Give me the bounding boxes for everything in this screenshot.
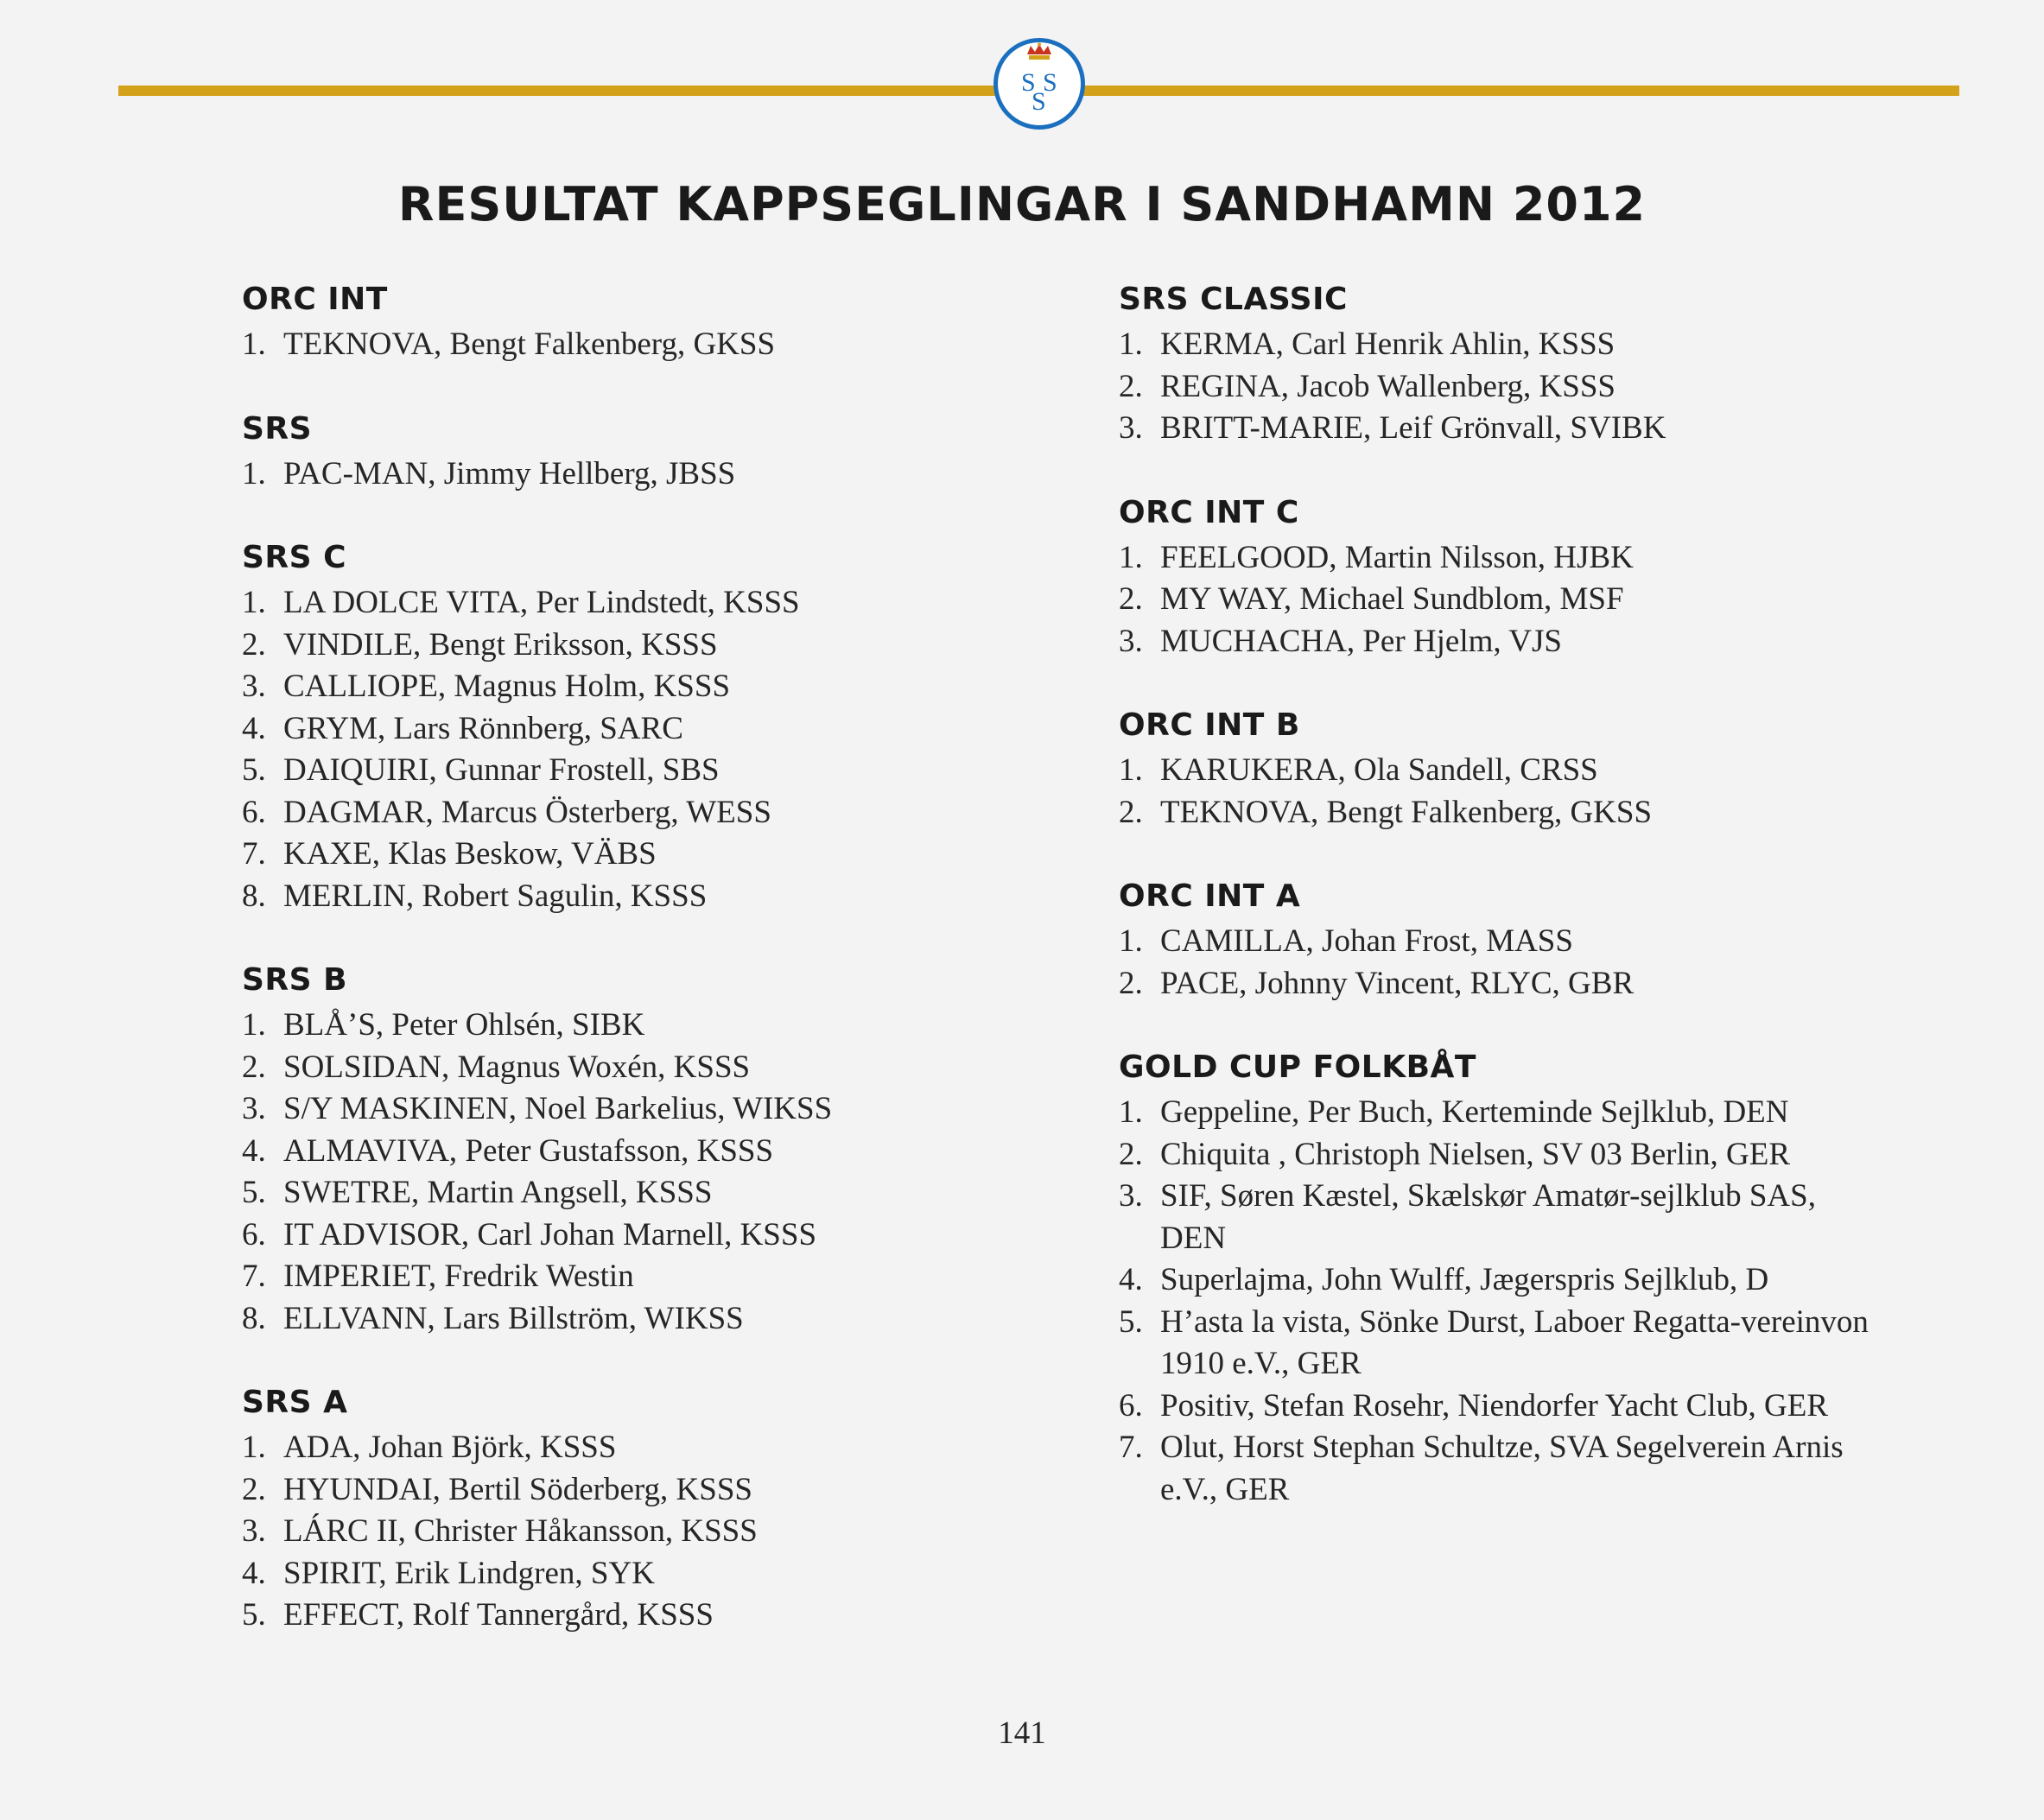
result-text: ALMAVIVA, Peter Gustafsson, KSSS [283,1132,774,1169]
result-entry [242,582,1071,625]
result-entry [242,625,1071,667]
result-text: Chiquita , Christoph Nielsen, SV 03 Berlin, GER [1160,1136,1791,1172]
result-entry [1119,1134,1879,1176]
results-section [242,539,1071,917]
result-rank: 3. [242,1513,266,1549]
result-entry [242,876,1071,918]
result-rank: 1. [242,455,266,491]
result-rank: 7. [242,836,266,872]
results-list [242,324,1071,366]
results-list [242,453,1071,496]
result-rank: 1. [242,327,266,362]
result-text: IMPERIET, Fredrik Westin [283,1259,634,1294]
result-text: REGINA, Jacob Wallenberg, KSSS [1160,368,1616,404]
result-rank: 5. [242,1175,266,1210]
page-title: RESULTAT KAPPSEGLINGAR I SANDHAMN 2012 [397,177,1647,231]
results-list [242,582,1071,917]
result-text: Geppeline, Per Buch, Kerteminde Sejlklub, DEN [1160,1094,1789,1130]
result-entry [242,1131,1071,1173]
result-text: KAXE, Klas Beskow, VÄBS [283,836,657,872]
result-rank: 6. [242,1216,266,1252]
result-rank: 3. [1119,623,1143,659]
section-heading: ORC INT [242,282,388,317]
result-entry [242,1298,1071,1341]
results-section [1119,494,1879,663]
results-list [1119,324,1879,450]
result-rank: 1. [242,1430,266,1465]
results-section [242,410,1071,496]
result-rank: 2. [242,1471,266,1507]
result-rank: 1. [242,585,266,620]
result-rank: 7. [242,1259,266,1294]
result-text: S/Y MASKINEN, Noel Barkelius, WIKSS [283,1091,833,1126]
result-text: TEKNOVA, Bengt Falkenberg, GKSS [1160,794,1653,830]
result-entry [1119,1427,1879,1511]
result-entry [1119,579,1879,621]
result-text: IT ADVISOR, Carl Johan Marnell, KSSS [283,1216,817,1252]
result-rank: 5. [1119,1303,1143,1340]
logo-letter-1: S [1021,68,1036,97]
result-entry [242,1172,1071,1214]
result-text: ELLVANN, Lars Billström, WIKSS [283,1300,744,1336]
result-entry [242,750,1071,792]
result-text: VINDILE, Bengt Eriksson, KSSS [283,626,718,663]
result-text: BLÅ’S, Peter Ohlsén, SIBK [283,1007,645,1043]
result-text: Superlajma, John Wulff, Jægerspris Sejlklub, D [1160,1262,1769,1297]
result-entry [1119,1259,1879,1302]
result-rank: 2. [242,1049,266,1085]
page-number: 141 [998,1715,1046,1751]
logo-letter-2: S [1043,68,1057,97]
results-section [242,281,1071,366]
result-rank: 5. [242,1597,266,1633]
result-entry [242,453,1071,496]
result-entry [1119,324,1879,366]
result-entry [1119,366,1879,409]
result-rank: 3. [242,669,266,704]
result-rank: 5. [242,752,266,788]
result-text: H’asta la vista, Sönke Durst, Laboer Regatta-vereinvon 1910 e.V., GER [1160,1303,1869,1381]
result-rank: 7. [1119,1430,1143,1465]
result-entry [242,1047,1071,1089]
right-column [1119,281,1879,1555]
result-entry [242,1005,1071,1047]
result-text: LÁRC II, Christer Håkansson, KSSS [283,1513,758,1549]
result-text: BRITT-MARIE, Leif Grönvall, SVIBK [1160,410,1666,446]
result-text: DAGMAR, Marcus Österberg, WESS [283,794,771,830]
result-text: PAC-MAN, Jimmy Hellberg, JBSS [283,455,736,491]
result-text: SWETRE, Martin Angsell, KSSS [283,1175,713,1210]
result-text: PACE, Johnny Vincent, RLYC, GBR [1160,965,1635,1001]
result-entry [242,1088,1071,1131]
result-text: KARUKERA, Ola Sandell, CRSS [1160,752,1598,788]
club-logo [993,38,1085,130]
result-rank: 1. [1119,923,1143,959]
result-entry [1119,1386,1879,1428]
result-rank: 4. [242,1132,266,1169]
result-rank: 3. [242,1091,266,1126]
section-heading: ORC INT A [1119,878,1301,914]
section-heading: SRS B [242,962,348,998]
result-rank: 1. [1119,1094,1143,1130]
result-rank: 1. [1119,752,1143,788]
result-text: TEKNOVA, Bengt Falkenberg, GKSS [283,327,776,362]
crown-icon [998,42,1081,125]
results-section [1119,281,1879,450]
result-rank: 6. [242,794,266,830]
result-rank: 1. [242,1007,266,1043]
result-text: MERLIN, Robert Sagulin, KSSS [283,878,708,914]
result-rank: 2. [1119,965,1143,1001]
result-text: Olut, Horst Stephan Schultze, SVA Segelverein Arnis e.V., GER [1160,1430,1844,1507]
section-heading: SRS A [242,1385,348,1420]
result-rank: 1. [1119,539,1143,575]
results-list [1119,1092,1879,1511]
result-entry [242,324,1071,366]
result-text: ADA, Johan Björk, KSSS [283,1430,617,1465]
result-rank: 8. [242,878,266,914]
result-text: GRYM, Lars Rönnberg, SARC [283,710,683,746]
results-list [1119,537,1879,663]
results-list [1119,921,1879,1005]
results-list [1119,750,1879,834]
result-rank: 2. [1119,581,1143,617]
result-entry [1119,1176,1879,1259]
result-entry [242,1511,1071,1553]
result-text: KERMA, Carl Henrik Ahlin, KSSS [1160,327,1616,362]
section-heading: ORC INT C [1119,494,1299,530]
result-entry [1119,963,1879,1005]
result-entry [242,792,1071,834]
result-entry [1119,621,1879,663]
result-entry [242,1595,1071,1637]
results-section [1119,707,1879,834]
result-rank: 3. [1119,1178,1143,1214]
result-rank: 2. [242,626,266,663]
result-rank: 1. [1119,327,1143,362]
result-text: SIF, Søren Kæstel, Skælskør Amatør-sejlklub SAS, DEN [1160,1178,1816,1256]
result-rank: 8. [242,1300,266,1336]
left-column [242,281,1071,1681]
result-entry [1119,408,1879,450]
result-text: SPIRIT, Erik Lindgren, SYK [283,1555,655,1591]
result-text: SOLSIDAN, Magnus Woxén, KSSS [283,1049,751,1085]
result-entry [242,1553,1071,1595]
result-entry [242,1469,1071,1512]
logo-letter-3: S [1032,87,1046,116]
result-rank: 4. [1119,1262,1143,1297]
result-rank: 6. [1119,1387,1143,1424]
result-rank: 2. [1119,1136,1143,1172]
section-heading: SRS [242,410,313,447]
section-heading: SRS CLASSIC [1119,282,1348,317]
result-text: EFFECT, Rolf Tannergård, KSSS [283,1597,714,1633]
result-text: MUCHACHA, Per Hjelm, VJS [1160,623,1562,659]
results-list [242,1005,1071,1340]
result-entry [242,666,1071,708]
result-entry [242,1214,1071,1257]
result-entry [242,1427,1071,1469]
result-text: Positiv, Stefan Rosehr, Niendorfer Yacht Club, GER [1160,1387,1829,1424]
results-section [242,1384,1071,1637]
results-section [242,961,1071,1340]
result-entry [1119,921,1879,963]
results-section [1119,878,1879,1005]
section-heading: GOLD CUP FOLKBÅT [1119,1050,1476,1085]
result-entry [242,834,1071,876]
section-heading: ORC INT B [1119,707,1300,743]
result-text: MY WAY, Michael Sundblom, MSF [1160,581,1624,617]
result-text: DAIQUIRI, Gunnar Frostell, SBS [283,752,720,788]
result-entry [242,708,1071,751]
results-section [1119,1049,1879,1511]
result-entry [1119,1092,1879,1134]
result-text: FEELGOOD, Martin Nilsson, HJBK [1160,539,1634,575]
result-rank: 4. [242,710,266,746]
result-entry [1119,1302,1879,1386]
result-rank: 4. [242,1555,266,1591]
result-rank: 3. [1119,410,1143,446]
result-entry [1119,750,1879,792]
result-entry [242,1256,1071,1298]
result-entry [1119,792,1879,834]
result-text: CAMILLA, Johan Frost, MASS [1160,923,1573,959]
result-rank: 2. [1119,368,1143,404]
result-text: CALLIOPE, Magnus Holm, KSSS [283,669,731,704]
result-text: LA DOLCE VITA, Per Lindstedt, KSSS [283,585,800,620]
result-rank: 2. [1119,794,1143,830]
section-heading: SRS C [242,540,347,575]
result-text: HYUNDAI, Bertil Söderberg, KSSS [283,1471,753,1507]
results-list [242,1427,1071,1637]
result-entry [1119,537,1879,580]
